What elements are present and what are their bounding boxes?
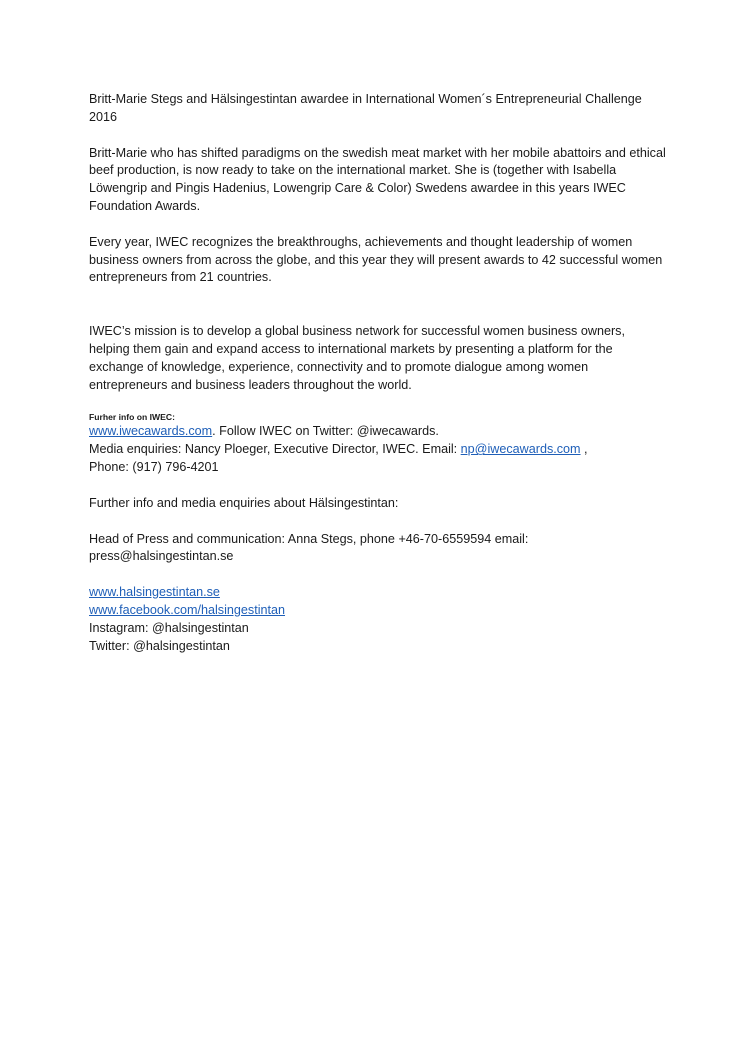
paragraph-iwec-recognition: Every year, IWEC recognizes the breakthroughs, achievements and thought leadership of women business owners from across the globe, and this year they will present awards to 42 successful women entrepreneurs from 21 countries. <box>89 234 663 285</box>
media-enquiries-text: Media enquiries: Nancy Ploeger, Executive Director, IWEC. Email: <box>89 442 461 457</box>
website-link-line <box>89 584 669 602</box>
media-email-link[interactable]: np@iwecawards.com <box>460 442 581 457</box>
halsingestintan-website-link[interactable]: www.halsingestintan.se <box>89 585 220 600</box>
media-suffix: , <box>580 442 588 457</box>
iwec-website-link[interactable]: www.iwecawards.com <box>89 424 213 439</box>
headline: Britt-Marie Stegs and Hälsingestintan awardee in International Women´s Entrepreneurial Challenge 2016 <box>89 92 642 124</box>
facebook-link-line <box>89 602 669 620</box>
twitter-handle: Twitter: @halsingestintan <box>89 638 230 653</box>
iwec-links-line <box>89 423 669 441</box>
paragraph-britt-marie: Britt-Marie who has shifted paradigms on the swedish meat market with her mobile abattoirs and ethical beef production, is now ready to take on the international market. She is (together with Isabella Löwengrip and Pingis Hadenius, Lowengrip Care & Color) Swedens awardee in this years IWEC Foundation Awards. <box>89 145 666 213</box>
facebook-link[interactable]: www.facebook.com/halsingestintan <box>89 602 286 617</box>
press-release-document <box>89 91 669 655</box>
iwec-follow-text: . Follow IWEC on Twitter: @iwecawards. <box>212 424 439 439</box>
further-info-heading: Furher info on IWEC: <box>89 412 175 423</box>
instagram-handle: Instagram: @halsingestintan <box>89 620 249 635</box>
halsingestintan-further-info: Further info and media enquiries about Hälsingestintan: <box>89 495 399 510</box>
media-phone: Phone: (917) 796-4201 <box>89 459 219 474</box>
head-of-press: Head of Press and communication: Anna Stegs, phone +46-70-6559594 email: press@halsingestintan.se <box>89 531 529 564</box>
paragraph-iwec-mission: IWEC’s mission is to develop a global business network for successful women business owners, helping them gain and expand access to international markets by presenting a platform for the exchange of knowledge, experience, connectivity and to promote dialogue among women entrepreneurs and business leaders throughout the world. <box>89 324 625 392</box>
media-enquiries-line <box>89 441 669 459</box>
